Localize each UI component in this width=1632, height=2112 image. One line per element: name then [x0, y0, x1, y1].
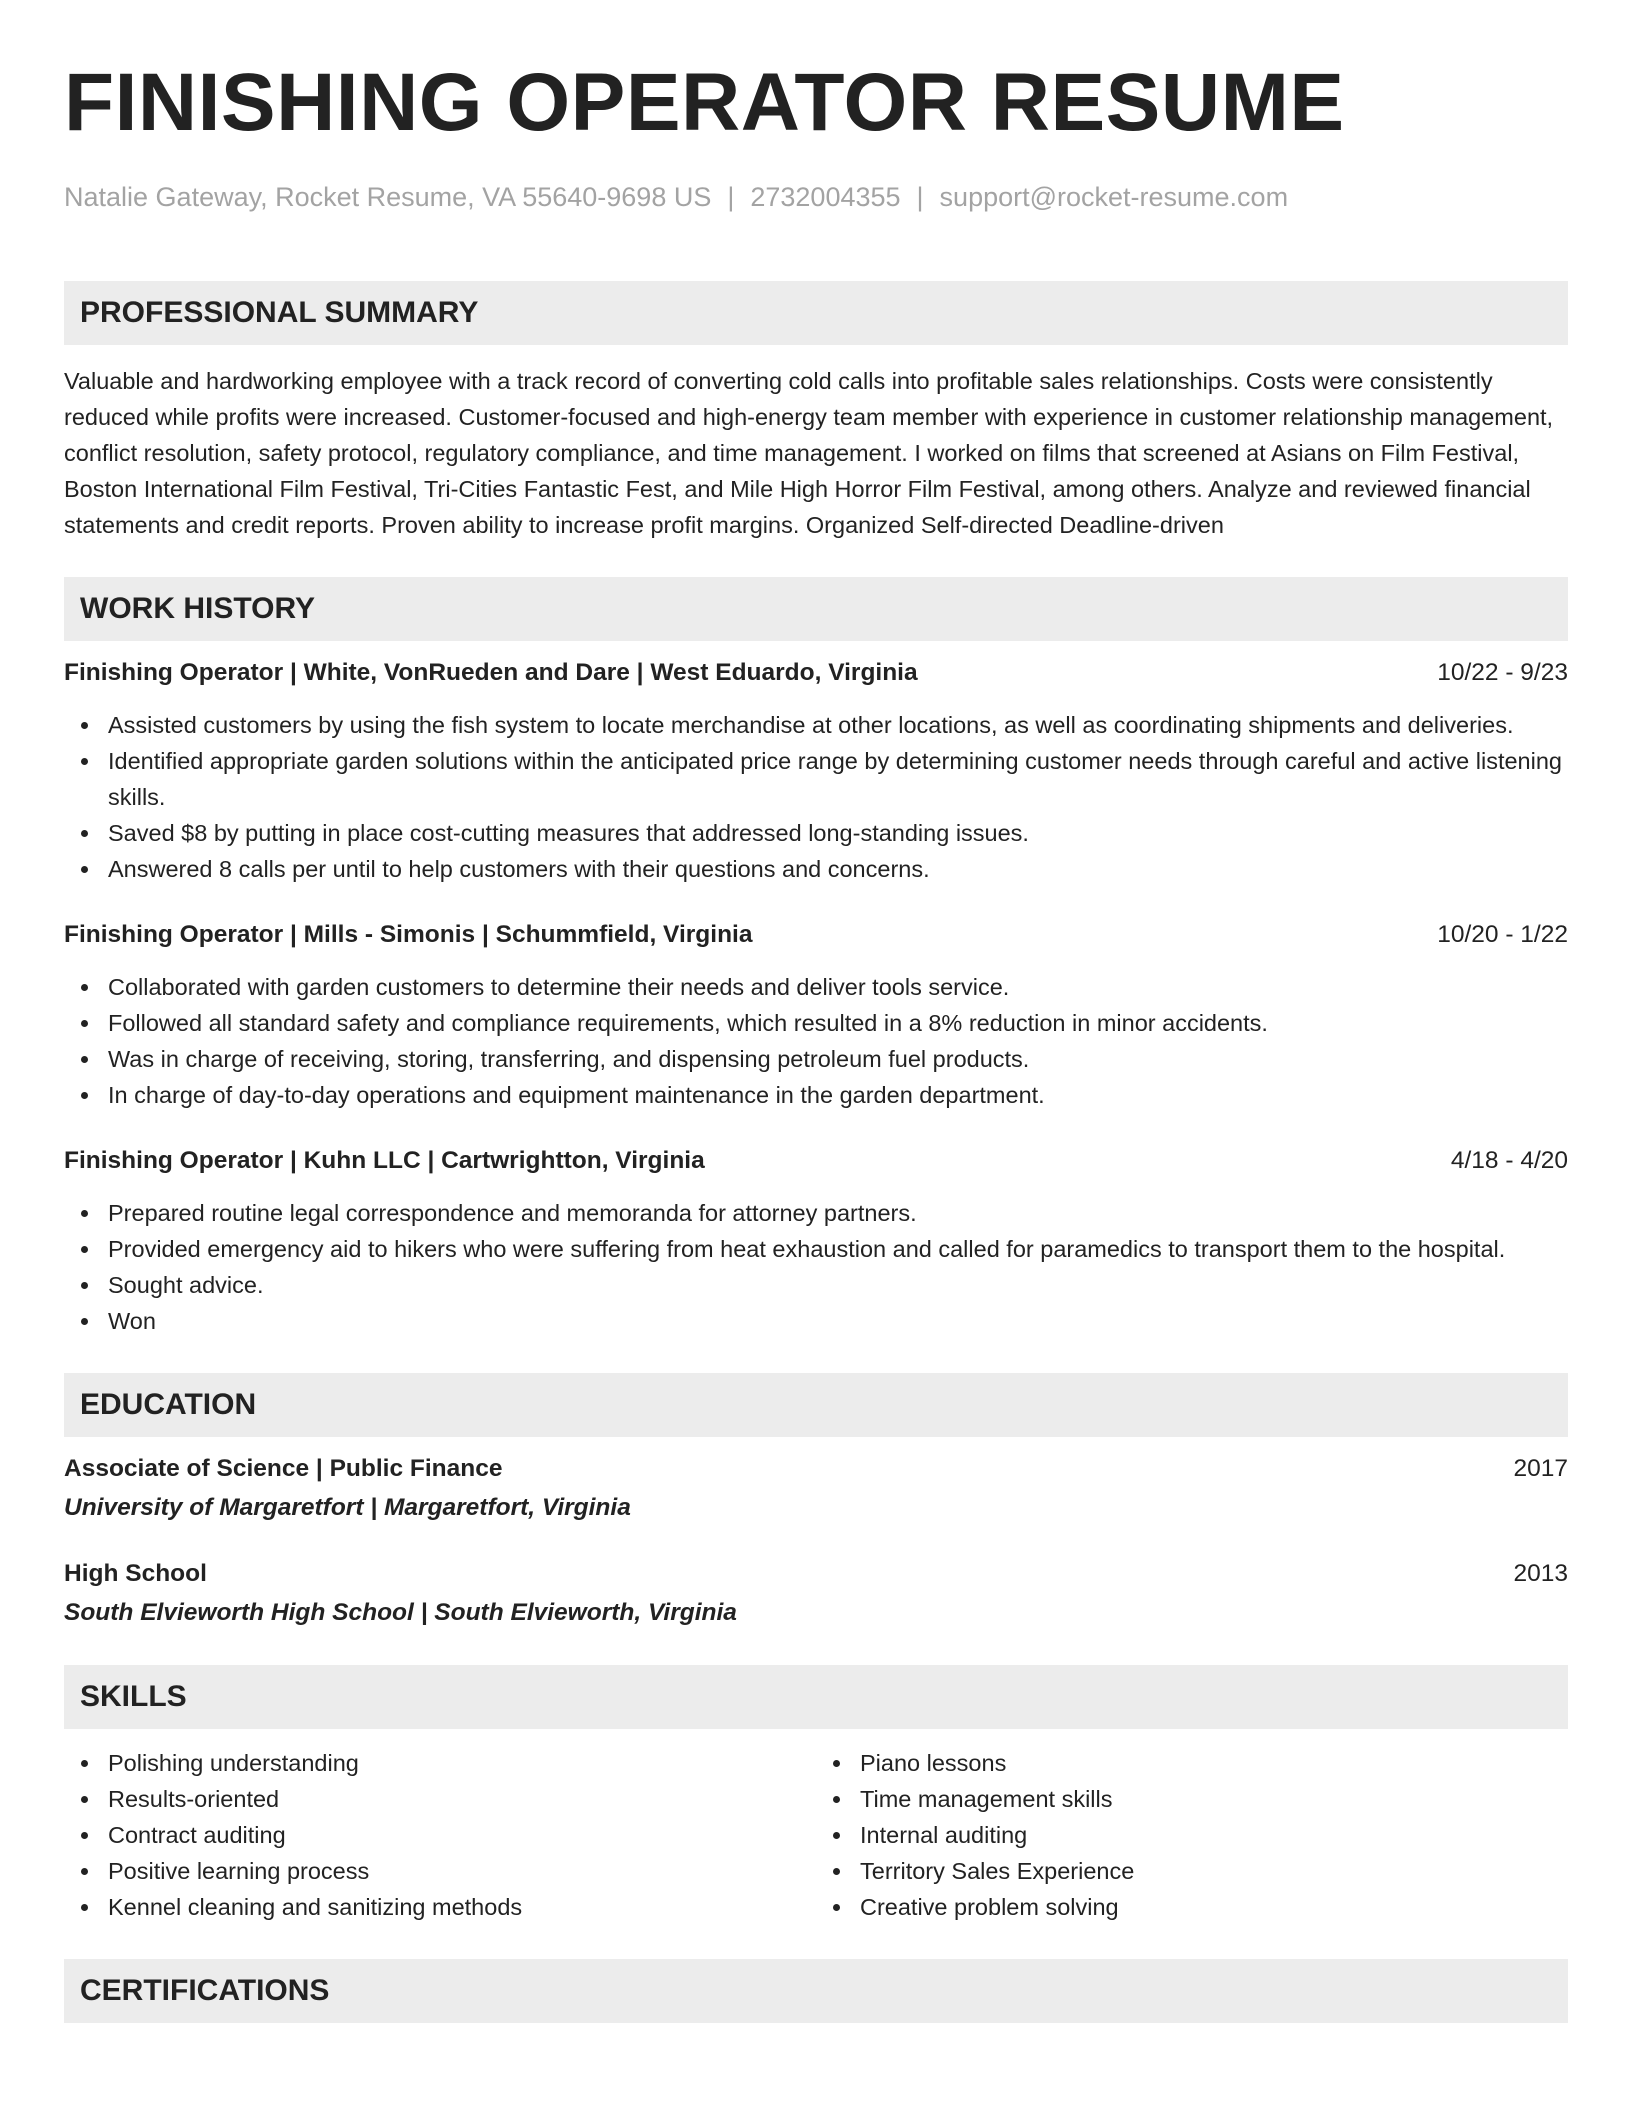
skill-item: Creative problem solving	[816, 1889, 1568, 1925]
contact-address: Natalie Gateway, Rocket Resume, VA 55640-9698 US	[64, 182, 712, 212]
job-dates: 10/22 - 9/23	[1437, 659, 1568, 686]
job-title: Finishing Operator | Mills - Simonis | Schummfield, Virginia	[64, 921, 753, 948]
summary-text: Valuable and hardworking employee with a track record of converting cold calls into profitable sales relationships. Costs were consistently reduced while profits were increased. Customer-focused and high-energy team member with experience in customer relationship management, conflict resolution, safety protocol, regulatory compliance, and time management. I worked on films that screened at Asians on Film Festival, Boston International Film Festival, Tri-Cities Fantastic Fest, and Mile High Horror Film Festival, among others. Analyze and reviewed financial statements and credit reports. Proven ability to increase profit margins. Organized Self-directed Deadline-driven	[64, 368, 1554, 538]
job-duties	[64, 707, 1568, 887]
graduation-year: 2017	[1513, 1455, 1568, 1482]
contact-separator: |	[727, 182, 735, 212]
job-dates: 10/20 - 1/22	[1437, 921, 1568, 948]
job-entry	[64, 1143, 1568, 1339]
job-dates: 4/18 - 4/20	[1450, 1147, 1568, 1174]
degree: High School	[64, 1560, 207, 1587]
education-entry	[64, 1451, 1568, 1526]
contact-phone: 2732004355	[750, 182, 901, 212]
graduation-year: 2013	[1513, 1560, 1568, 1587]
job-duty-item: Collaborated with garden customers to determine their needs and deliver tools service.	[64, 969, 1568, 1005]
job-duties	[64, 1195, 1568, 1339]
skills-list	[64, 1745, 1568, 1925]
school-name: South Elvieworth High School | South Elvieworth, Virginia	[64, 1599, 737, 1626]
job-duty-item: Followed all standard safety and compliance requirements, which resulted in a 8% reduction in minor accidents.	[64, 1005, 1568, 1041]
skill-item: Piano lessons	[816, 1745, 1568, 1781]
skills-column-left	[64, 1745, 816, 1925]
job-duty-item: Identified appropriate garden solutions within the anticipated price range by determining customer needs through careful and active listening skills.	[64, 743, 1568, 815]
job-duty-item: Won	[64, 1303, 1568, 1339]
job-duty-item: In charge of day-to-day operations and equipment maintenance in the garden department.	[64, 1077, 1568, 1113]
education-entry	[64, 1556, 1568, 1631]
skills-column-right	[816, 1745, 1568, 1925]
skill-item: Polishing understanding	[64, 1745, 816, 1781]
degree: Associate of Science | Public Finance	[64, 1455, 503, 1482]
job-duty-item: Provided emergency aid to hikers who were suffering from heat exhaustion and called for paramedics to transport them to the hospital.	[64, 1231, 1568, 1267]
skill-item: Contract auditing	[64, 1817, 816, 1853]
resume-title: FINISHING OPERATOR RESUME	[64, 57, 1345, 148]
job-entry	[64, 917, 1568, 1113]
job-duty-item: Prepared routine legal correspondence and memoranda for attorney partners.	[64, 1195, 1568, 1231]
job-duties	[64, 969, 1568, 1113]
skill-item: Internal auditing	[816, 1817, 1568, 1853]
job-entry	[64, 655, 1568, 887]
skill-item: Positive learning process	[64, 1853, 816, 1889]
contact-separator: |	[916, 182, 924, 212]
job-duty-item: Assisted customers by using the fish system to locate merchandise at other locations, as well as coordinating shipments and deliveries.	[64, 707, 1568, 743]
job-duty-item: Answered 8 calls per until to help customers with their questions and concerns.	[64, 851, 1568, 887]
work-history-heading: WORK HISTORY	[64, 577, 1568, 641]
certifications-heading: CERTIFICATIONS	[64, 1959, 1568, 2023]
job-duty-item: Saved $8 by putting in place cost-cutting measures that addressed long-standing issues.	[64, 815, 1568, 851]
skill-item: Results-oriented	[64, 1781, 816, 1817]
job-duty-item: Sought advice.	[64, 1267, 1568, 1303]
skill-item: Time management skills	[816, 1781, 1568, 1817]
job-title: Finishing Operator | White, VonRueden and Dare | West Eduardo, Virginia	[64, 659, 918, 686]
summary-heading: PROFESSIONAL SUMMARY	[64, 281, 1568, 345]
skill-item: Kennel cleaning and sanitizing methods	[64, 1889, 816, 1925]
skill-item: Territory Sales Experience	[816, 1853, 1568, 1889]
job-title: Finishing Operator | Kuhn LLC | Cartwrightton, Virginia	[64, 1147, 705, 1174]
education-heading: EDUCATION	[64, 1373, 1568, 1437]
contact-email[interactable]: support@rocket-resume.com	[939, 182, 1289, 212]
skills-heading: SKILLS	[64, 1665, 1568, 1729]
job-duty-item: Was in charge of receiving, storing, transferring, and dispensing petroleum fuel products.	[64, 1041, 1568, 1077]
contact-line	[64, 182, 1568, 213]
school-name: University of Margaretfort | Margaretfort, Virginia	[64, 1494, 631, 1521]
